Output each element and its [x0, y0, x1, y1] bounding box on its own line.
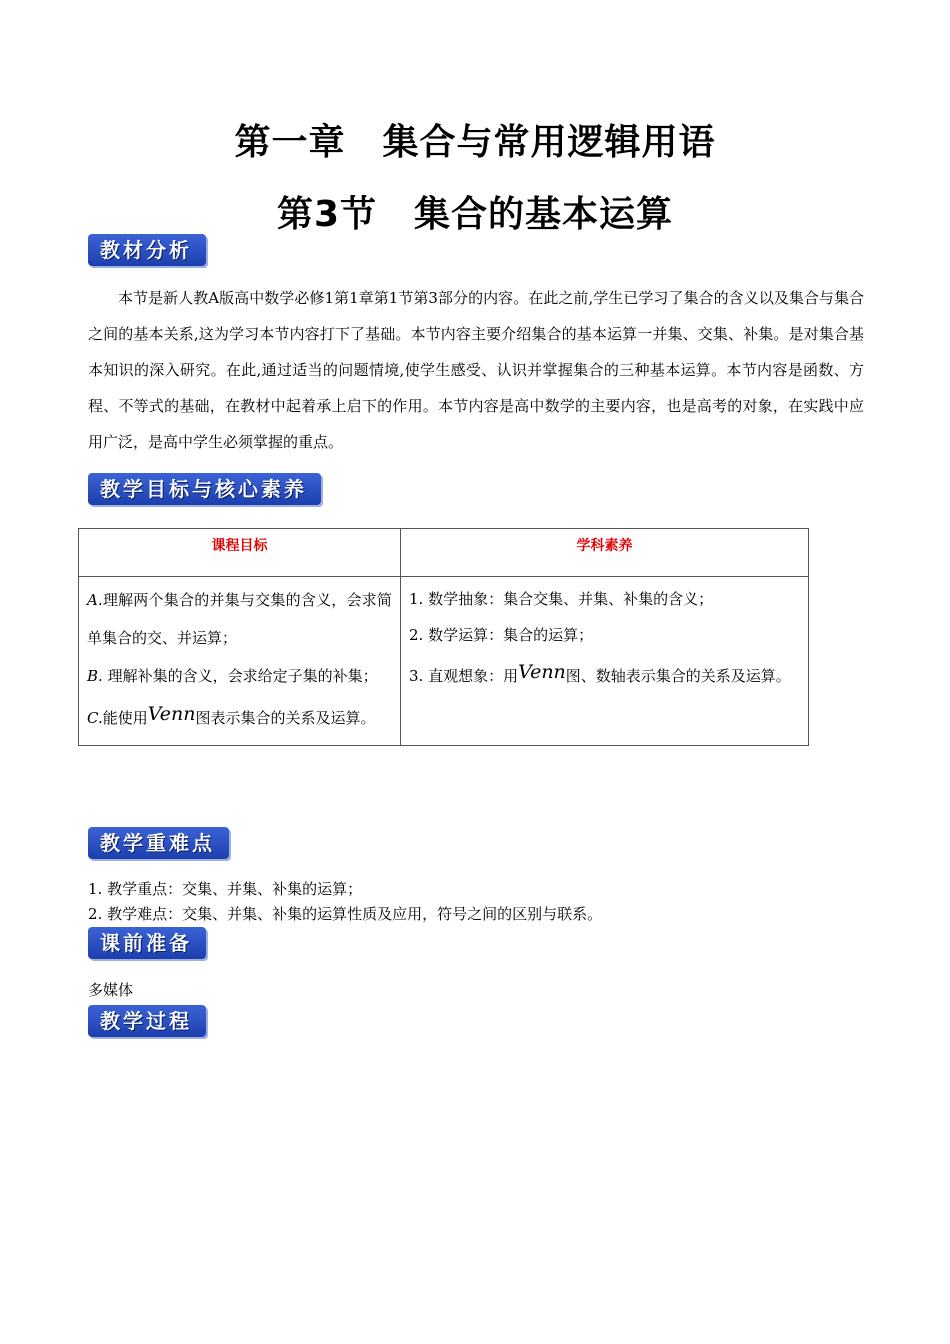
intro-paragraph: 本节是新人教A版高中数学必修1第1章第1节第3部分的内容。在此之前,学生已学习了集合的含义以及集合与集合之间的基本关系,这为学习本节内容打下了基础。本节内容主要介绍集合的基本运算一并集、交集、补集。是对集合基本知识的深入研究。在此,通过适当的问题情境,使学生感受、认识并掌握集合的三种基本运算。本节内容是函数、方程、不等式的基础，在教材中起着承上启下的作用。本节内容是高中数学的主要内容，也是高考的对象，在实践中应用广泛，是高中学生必须掌握的重点。: [88, 289, 864, 451]
goal-c: [87, 695, 392, 737]
section-badge-goals: 教学目标与核心素养: [88, 473, 321, 505]
prep-text: 多媒体: [88, 981, 134, 999]
section-badge-analysis: 教材分析: [88, 234, 206, 266]
goal-b-letter: B.: [87, 667, 103, 685]
venn-term: Venn: [518, 661, 566, 683]
goal-b-text: 理解补集的含义，会求给定子集的补集；: [102, 667, 378, 685]
course-goals-cell: [79, 577, 401, 746]
goal-b: [87, 657, 392, 695]
chapter-title: 第一章 集合与常用逻辑用语: [234, 122, 716, 163]
goals-table: [78, 528, 809, 746]
goal-a-letter: A.: [87, 591, 103, 609]
table-body-row: [79, 577, 809, 746]
literacy-1: 1. 数学抽象：集合交集、并集、补集的含义；: [409, 590, 714, 608]
subject-literacy-cell: [401, 577, 809, 746]
header-course-goals: 课程目标: [79, 529, 401, 577]
literacy-3: [409, 653, 800, 695]
goal-c-pre: 能使用: [102, 709, 148, 727]
goal-a: [87, 581, 392, 657]
keypoint-2: 2. 教学难点：交集、并集、补集的运算性质及应用，符号之间的区别与联系。: [88, 905, 603, 923]
table-header-row: [79, 529, 809, 577]
literacy-2: 2. 数学运算：集合的运算；: [409, 626, 594, 644]
literacy-3-post: 图、数轴表示集合的关系及运算。: [565, 667, 791, 685]
literacy-3-pre: 3. 直观想象：用: [409, 667, 519, 685]
section-badge-keypoints: 教学重难点: [88, 827, 229, 859]
goal-c-letter: C.: [87, 709, 103, 727]
header-subject-literacy: 学科素养: [401, 529, 809, 577]
keypoint-1: 1. 教学重点：交集、并集、补集的运算；: [88, 880, 363, 898]
venn-term: Venn: [147, 703, 196, 725]
section-badge-prep: 课前准备: [88, 927, 206, 959]
goal-c-post: 图表示集合的关系及运算。: [195, 709, 376, 727]
section-badge-process: 教学过程: [88, 1005, 206, 1037]
section-title: 第3节 集合的基本运算: [276, 194, 674, 235]
goal-a-text: 理解两个集合的并集与交集的含义，会求简单集合的交、并运算；: [87, 591, 392, 647]
